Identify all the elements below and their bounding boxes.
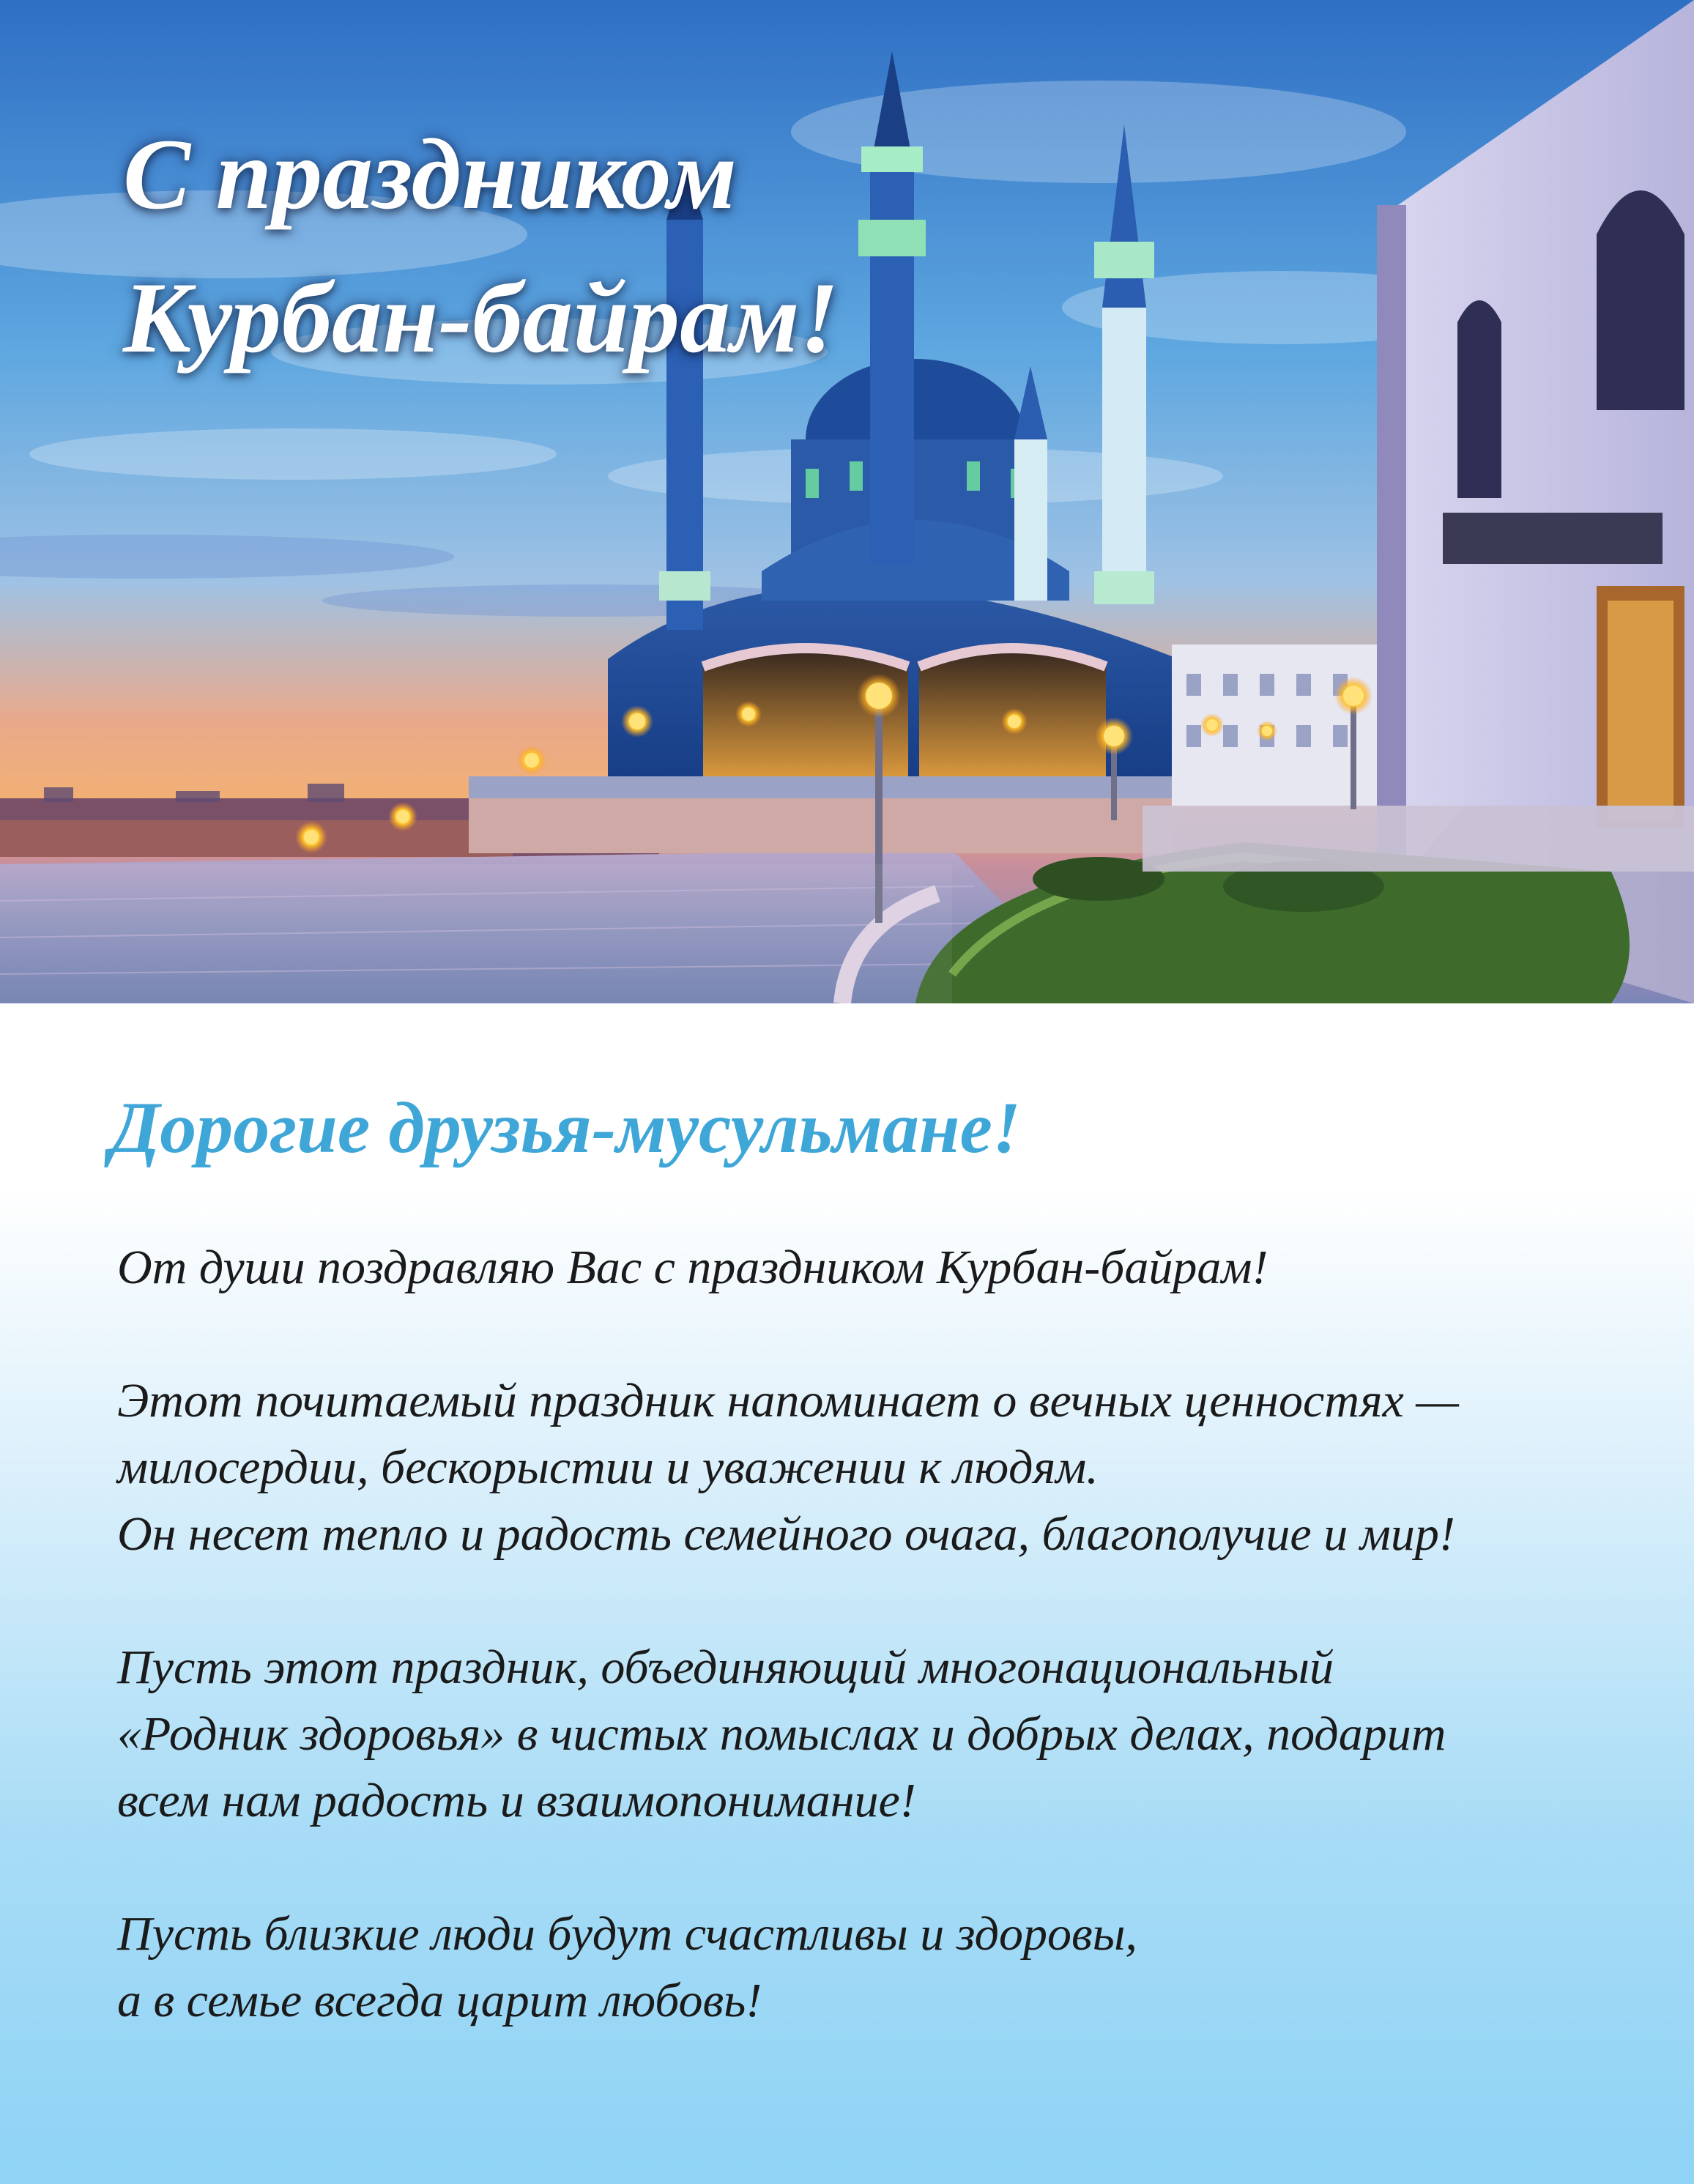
paragraph-line: милосердии, бескорыстии и уважении к людям. [117, 1441, 1099, 1494]
hero-photo [0, 0, 1694, 1003]
paragraph-line: всем нам радость и взаимопонимание! [117, 1774, 916, 1827]
paragraph-line: Этот почитаемый праздник напоминает о вечных ценностях — [117, 1374, 1459, 1427]
paragraph-2 [117, 1367, 1619, 1567]
greeting-heading: Дорогие друзья-мусульмане! [110, 1087, 1021, 1168]
hero-title [123, 103, 839, 390]
paragraph-line: От души поздравляю Вас с праздником Курбан-байрам! [117, 1241, 1268, 1294]
paragraph-1 [117, 1234, 1619, 1301]
paragraph-line: Пусть этот праздник, объединяющий многонациональный [117, 1641, 1334, 1694]
paragraph-line: Пусть близкие люди будут счастливы и здоровы, [117, 1907, 1137, 1961]
hero-title-line-1: С праздником [123, 118, 738, 230]
paragraph-line: Он несет тепло и радость семейного очага, благополучие и мир! [117, 1507, 1455, 1561]
paragraph-line: а в семье всегда царит любовь! [117, 1974, 762, 2027]
paragraph-line: «Родник здоровья» в чистых помыслах и добрых делах, подарит [117, 1707, 1446, 1761]
hero-title-line-2: Курбан-байрам! [123, 261, 839, 374]
paragraph-4 [117, 1901, 1619, 2034]
greeting-letter [117, 1234, 1619, 2101]
paragraph-3 [117, 1634, 1619, 1834]
